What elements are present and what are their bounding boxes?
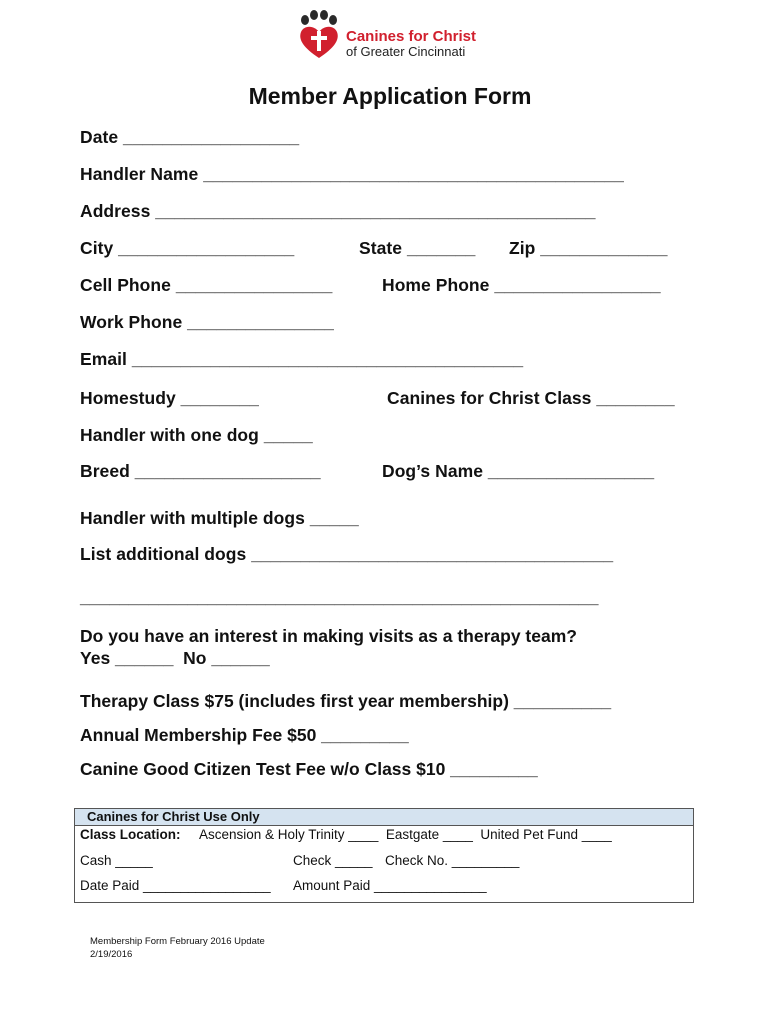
page-title: Member Application Form [248,83,532,109]
amount-paid-field[interactable]: Amount Paid _______________ [293,878,487,893]
dog-name-field[interactable]: Dog’s Name _________________ [382,461,655,481]
additional-dogs-field[interactable]: List additional dogs _____________________________________ [80,544,614,564]
logo-region: of Greater Cincinnati [346,44,466,59]
therapy-question: Do you have an interest in making visits as a therapy team? [80,626,577,646]
office-use-header [75,809,693,826]
one-dog-field[interactable]: Handler with one dog _____ [80,425,313,445]
class-location-label: Class Location: [80,827,181,842]
office-use-box [74,808,694,903]
cell-phone-field[interactable]: Cell Phone ________________ [80,275,333,295]
handler-name-field[interactable]: Handler Name ___________________________________________ [80,164,624,184]
state-field[interactable]: State _______ [359,238,476,258]
logo [292,10,492,62]
additional-dogs-line[interactable]: _____________________________________________________ [80,587,599,607]
address-field[interactable]: Address _____________________________________________ [80,201,596,221]
breed-field[interactable]: Breed ___________________ [80,461,321,481]
home-phone-field[interactable]: Home Phone _________________ [382,275,661,295]
cash-field[interactable]: Cash _____ [80,853,153,868]
city-field[interactable]: City __________________ [80,238,295,258]
date-paid-field[interactable]: Date Paid _________________ [80,878,271,893]
therapy-class-fee[interactable]: Therapy Class $75 (includes first year membership) __________ [80,691,612,711]
email-field[interactable]: Email ________________________________________ [80,349,524,369]
check-number-field[interactable]: Check No. _________ [385,853,520,868]
check-field[interactable]: Check _____ [293,853,373,868]
zip-field[interactable]: Zip _____________ [509,238,668,258]
homestudy-field[interactable]: Homestudy ________ [80,388,259,408]
date-field[interactable]: Date __________________ [80,127,300,147]
logo-name: Canines for Christ [346,28,477,45]
footer-version: Membership Form February 2016 Update [90,936,265,947]
class-location-options[interactable]: Ascension & Holy Trinity ____ Eastgate ____ United Pet Fund ____ [199,827,612,842]
cgc-test-fee[interactable]: Canine Good Citizen Test Fee w/o Class $10 _________ [80,759,538,779]
annual-membership-fee[interactable]: Annual Membership Fee $50 _________ [80,725,409,745]
office-use-title: Canines for Christ Use Only [87,809,260,824]
paw-heart-icon [292,10,344,62]
multiple-dogs-field[interactable]: Handler with multiple dogs _____ [80,508,359,528]
therapy-yes-no-field[interactable]: Yes ______ No ______ [80,648,270,668]
cfc-class-field[interactable]: Canines for Christ Class ________ [387,388,675,408]
work-phone-field[interactable]: Work Phone _______________ [80,312,334,332]
footer-date: 2/19/2016 [90,949,133,960]
